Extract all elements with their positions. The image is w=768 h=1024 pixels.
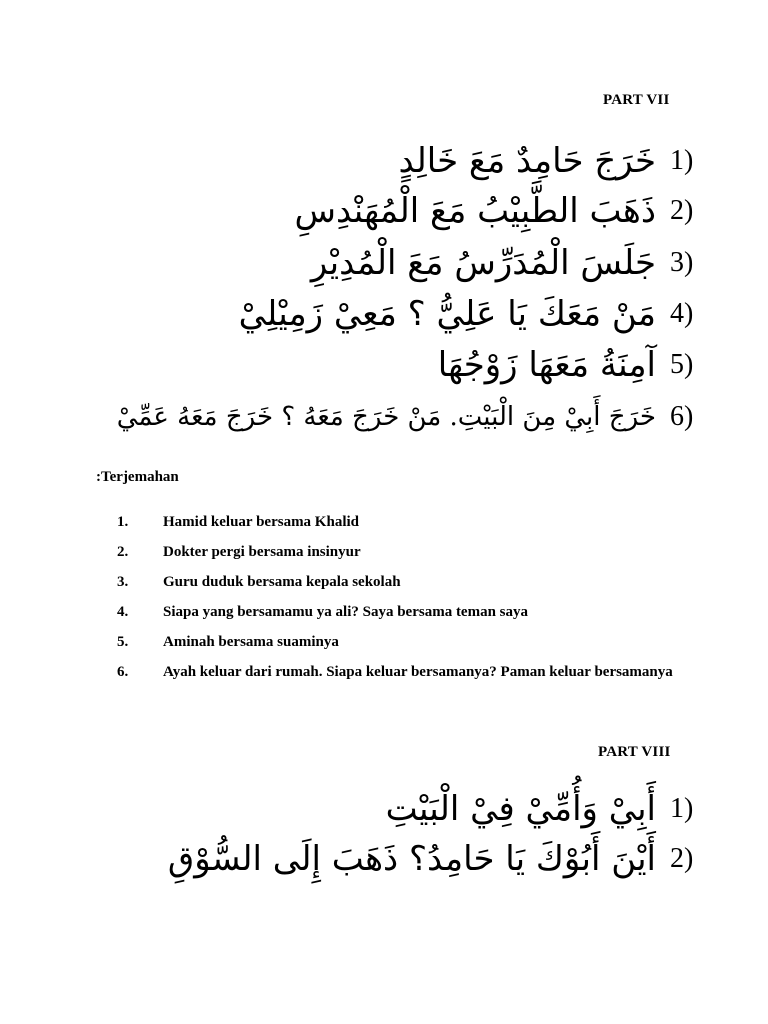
arabic-sentence: خَرَجَ حَامِدٌ مَعَ خَالِدٍ: [398, 141, 656, 181]
line-number: 1): [670, 793, 694, 824]
translation-item: [117, 507, 697, 537]
line-number: 3): [670, 247, 694, 278]
arabic-sentence: مَنْ مَعَكَ يَا عَلِيُّ ؟ مَعِيْ زَمِيْلِيْ: [238, 294, 656, 334]
arabic-sentence: خَرَجَ أَبِيْ مِنَ الْبَيْتِ. مَنْ خَرَجَ مَعَهُ ؟ خَرَجَ مَعَهُ عَمِّيْ: [116, 402, 656, 432]
translation-text: Dokter pergi bersama insinyur: [163, 544, 361, 560]
part-vii-heading: PART VII: [603, 92, 670, 108]
line-number: 2): [670, 843, 694, 874]
arabic-line: [117, 392, 704, 442]
arabic-sentence: آمِنَةُ مَعَهَا زَوْجُهَا: [437, 345, 656, 385]
translation-number: 1.: [117, 514, 129, 530]
translation-text: Hamid keluar bersama Khalid: [163, 514, 359, 530]
arabic-line: [168, 834, 704, 884]
translation-number: 5.: [117, 634, 129, 650]
translation-label: :Terjemahan: [96, 469, 179, 485]
part-viii-heading: PART VIII: [598, 744, 671, 760]
line-number: 6): [670, 401, 694, 432]
translation-text: Guru duduk bersama kepala sekolah: [163, 574, 401, 590]
translation-text: Ayah keluar dari rumah. Siapa keluar bersamanya? Paman keluar bersamanya: [163, 664, 673, 680]
arabic-line: [294, 186, 704, 236]
translation-item: [117, 567, 697, 597]
translation-item: [117, 657, 697, 687]
translation-number: 6.: [117, 664, 129, 680]
line-number: 1): [670, 145, 694, 176]
arabic-line: [399, 136, 704, 186]
arabic-line: [386, 784, 704, 834]
translation-number: 3.: [117, 574, 129, 590]
arabic-sentence: جَلَسَ الْمُدَرِّسُ مَعَ الْمُدِيْرِ: [310, 243, 656, 283]
arabic-sentence: ذَهَبَ الطَّبِيْبُ مَعَ الْمُهَنْدِسِ: [294, 191, 656, 231]
arabic-line: [438, 340, 704, 390]
translation-number: 4.: [117, 604, 129, 620]
translation-text: Siapa yang bersamamu ya ali? Saya bersama teman saya: [163, 604, 529, 620]
line-number: 5): [670, 349, 694, 380]
line-number: 4): [670, 298, 694, 329]
translation-number: 2.: [117, 544, 129, 560]
arabic-sentence: أَيْنَ أَبُوْكَ يَا حَامِدُ؟ ذَهَبَ إِلَى السُّوْقِ: [167, 839, 656, 879]
translation-item: [117, 627, 697, 657]
arabic-line: [311, 238, 704, 288]
translation-item: [117, 597, 697, 627]
translation-item: [117, 537, 697, 567]
translation-text: Aminah bersama suaminya: [163, 634, 339, 650]
arabic-line: [239, 289, 704, 339]
arabic-sentence: أَبِيْ وَأُمِّيْ فِيْ الْبَيْتِ: [385, 789, 656, 829]
line-number: 2): [670, 195, 694, 226]
